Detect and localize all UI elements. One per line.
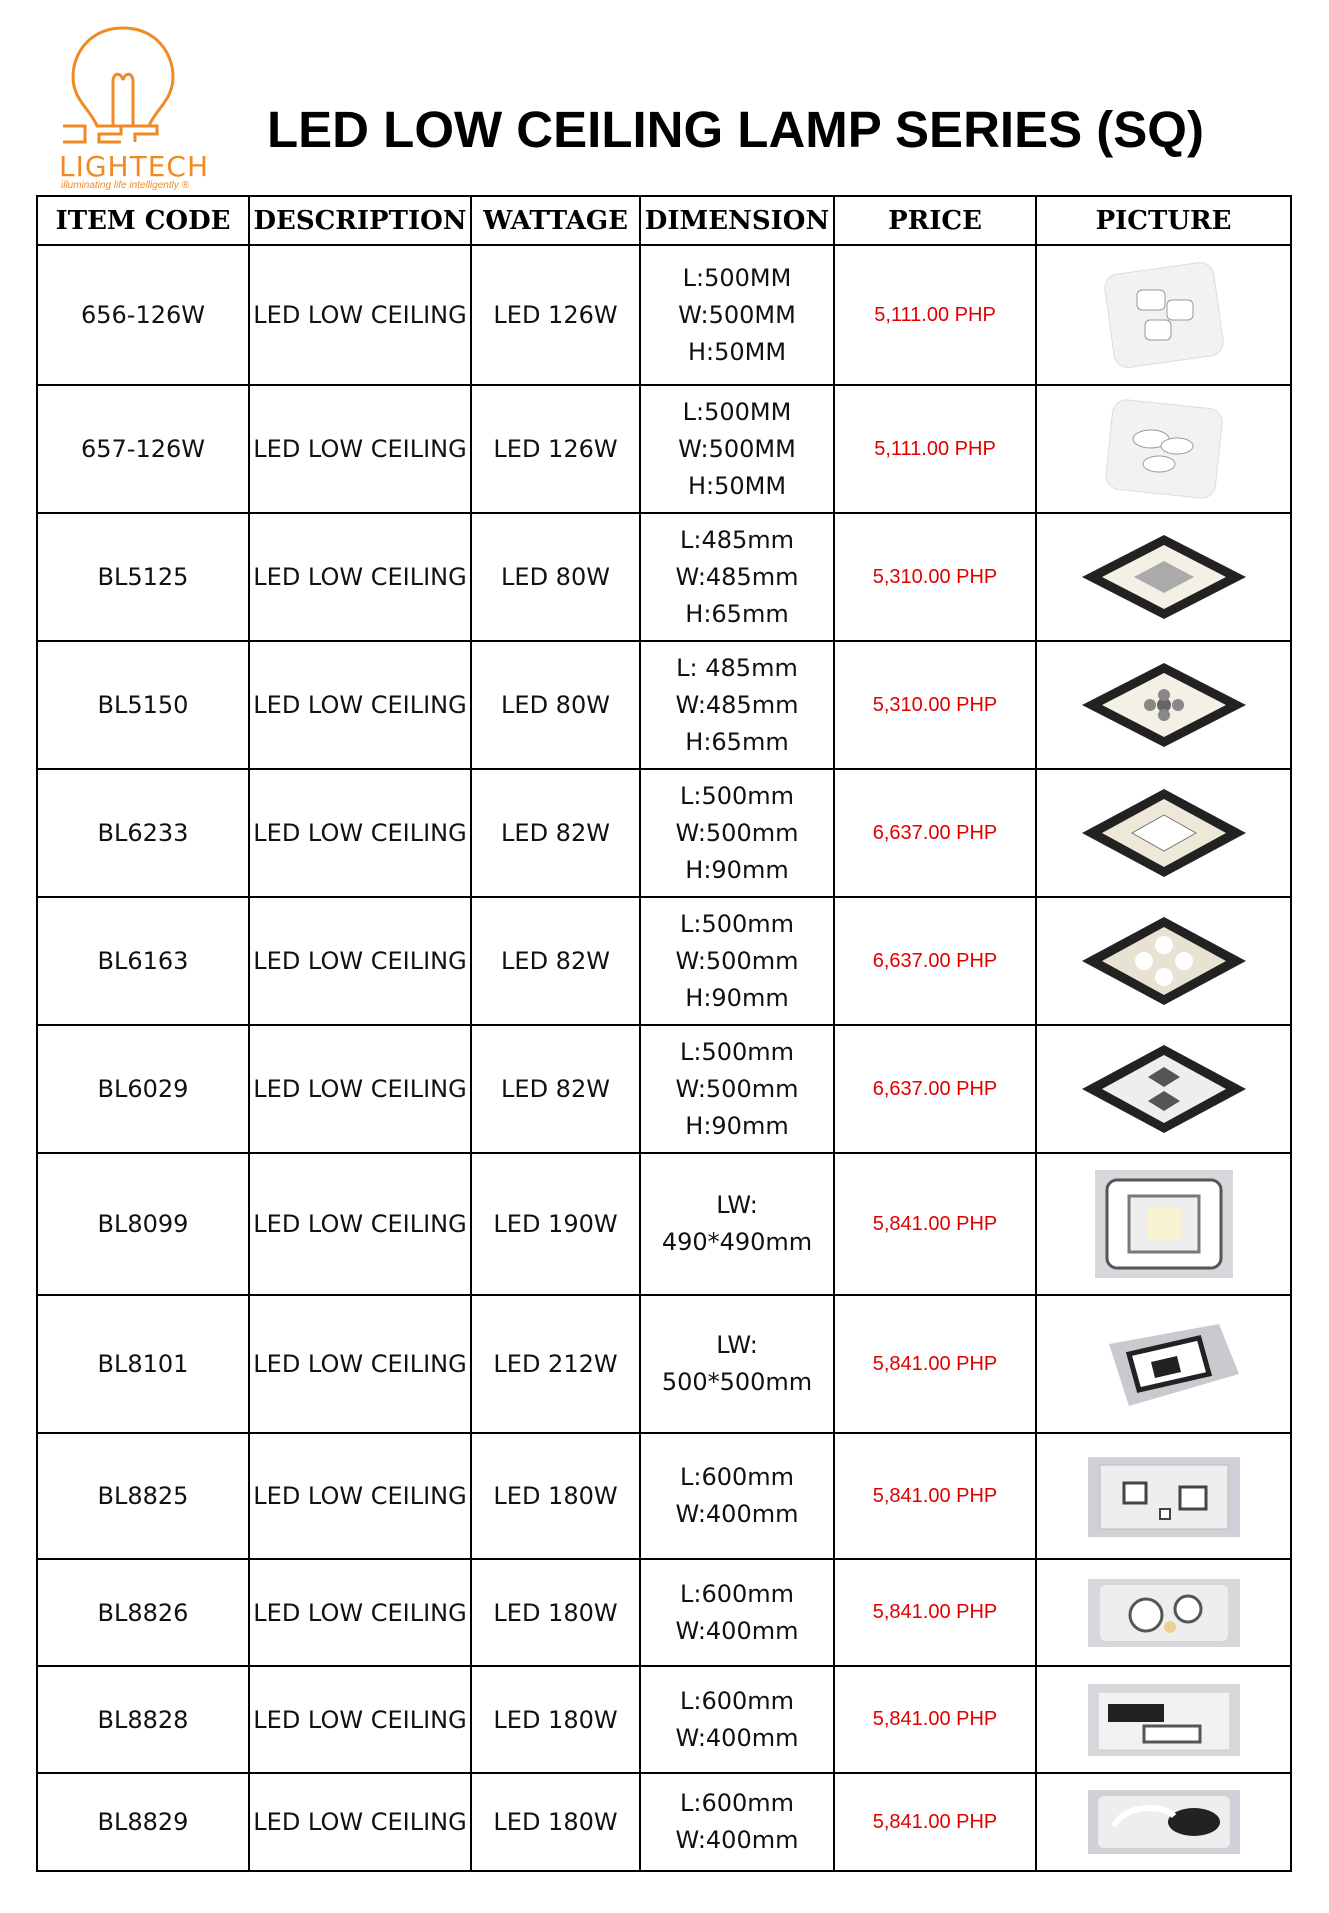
item-code-cell: BL5150 — [37, 641, 249, 769]
table-header-row — [37, 196, 1291, 245]
item-code-cell: BL8828 — [37, 1666, 249, 1773]
picture-cell — [1036, 1025, 1291, 1153]
price-cell: 5,841.00 PHP — [834, 1153, 1036, 1295]
dimension-line: H:65mm — [685, 727, 789, 756]
wattage-cell: LED 126W — [471, 385, 640, 513]
wattage-cell: LED 180W — [471, 1433, 640, 1559]
description-cell: LED LOW CEILING — [249, 641, 471, 769]
wattage-cell: LED 190W — [471, 1153, 640, 1295]
table-row — [37, 897, 1291, 1025]
dimension-line: L:500mm — [679, 781, 795, 810]
dimension-cell — [640, 1153, 834, 1295]
dimension-line: L:600mm — [679, 1579, 795, 1608]
table-body — [37, 245, 1291, 1871]
price-cell: 5,310.00 PHP — [834, 513, 1036, 641]
picture-cell — [1036, 1295, 1291, 1433]
description-cell: LED LOW CEILING — [249, 513, 471, 641]
column-header: ITEM CODE — [37, 196, 249, 245]
picture-cell — [1036, 1433, 1291, 1559]
dimension-line: L:500mm — [679, 1037, 795, 1066]
brand-name: LIGHTECH — [59, 150, 210, 183]
table-row — [37, 1773, 1291, 1871]
dimension-line: L:500mm — [679, 909, 795, 938]
item-code-cell: 657-126W — [37, 385, 249, 513]
dimension-line: H:50MM — [687, 471, 787, 500]
product-table — [36, 195, 1292, 1872]
product-picture — [1037, 1575, 1290, 1651]
dimension-line: L:485mm — [679, 525, 795, 554]
dimension-cell — [640, 1433, 834, 1559]
column-header: WATTAGE — [471, 196, 640, 245]
picture-cell — [1036, 897, 1291, 1025]
product-picture — [1037, 260, 1290, 370]
dimension-line: L:500MM — [682, 397, 792, 426]
description-cell: LED LOW CEILING — [249, 1773, 471, 1871]
picture-cell — [1036, 385, 1291, 513]
wattage-cell: LED 180W — [471, 1666, 640, 1773]
item-code-cell: BL6163 — [37, 897, 249, 1025]
table-row — [37, 769, 1291, 897]
price-cell: 5,841.00 PHP — [834, 1559, 1036, 1666]
item-code-cell: BL8825 — [37, 1433, 249, 1559]
dimension-line: W:485mm — [675, 690, 799, 719]
dimension-line: W:500mm — [675, 818, 799, 847]
price-cell: 6,637.00 PHP — [834, 1025, 1036, 1153]
dimension-cell — [640, 769, 834, 897]
item-code-cell: BL5125 — [37, 513, 249, 641]
product-picture — [1037, 394, 1290, 504]
description-cell: LED LOW CEILING — [249, 769, 471, 897]
page-title: LED LOW CEILING LAMP SERIES (SQ) — [267, 101, 1204, 158]
price-cell: 5,111.00 PHP — [834, 385, 1036, 513]
dimension-line: W:400mm — [675, 1616, 799, 1645]
wattage-cell: LED 80W — [471, 513, 640, 641]
item-code-cell: BL6029 — [37, 1025, 249, 1153]
price-cell: 5,310.00 PHP — [834, 641, 1036, 769]
picture-cell — [1036, 641, 1291, 769]
dimension-line: W:500MM — [678, 434, 796, 463]
picture-cell — [1036, 1773, 1291, 1871]
table-row — [37, 1153, 1291, 1295]
description-cell: LED LOW CEILING — [249, 1025, 471, 1153]
table-row — [37, 245, 1291, 385]
dimension-cell — [640, 385, 834, 513]
item-code-cell: BL8829 — [37, 1773, 249, 1871]
lightbulb-icon — [63, 22, 183, 152]
dimension-cell — [640, 1295, 834, 1433]
product-picture — [1037, 911, 1290, 1011]
dimension-cell — [640, 1025, 834, 1153]
dimension-line: L:600mm — [679, 1789, 795, 1817]
picture-cell — [1036, 1153, 1291, 1295]
dimension-line: W:500MM — [678, 300, 796, 329]
dimension-line: H:65mm — [685, 599, 789, 628]
item-code-cell: BL6233 — [37, 769, 249, 897]
dimension-line: LW: — [716, 1331, 758, 1359]
description-cell: LED LOW CEILING — [249, 897, 471, 1025]
picture-cell — [1036, 1666, 1291, 1773]
description-cell: LED LOW CEILING — [249, 245, 471, 385]
description-cell: LED LOW CEILING — [249, 1559, 471, 1666]
wattage-cell: LED 80W — [471, 641, 640, 769]
product-picture — [1037, 1314, 1290, 1414]
picture-cell — [1036, 513, 1291, 641]
price-cell: 5,841.00 PHP — [834, 1773, 1036, 1871]
dimension-cell — [640, 1666, 834, 1773]
picture-cell — [1036, 769, 1291, 897]
dimension-line: W:400mm — [675, 1826, 799, 1854]
product-picture — [1037, 1039, 1290, 1139]
wattage-cell: LED 180W — [471, 1773, 640, 1871]
table-row — [37, 385, 1291, 513]
product-picture — [1037, 783, 1290, 883]
dimension-cell — [640, 1559, 834, 1666]
price-cell: 6,637.00 PHP — [834, 769, 1036, 897]
price-cell: 5,841.00 PHP — [834, 1666, 1036, 1773]
dimension-line: W:500mm — [675, 1074, 799, 1103]
column-header: PICTURE — [1036, 196, 1291, 245]
dimension-cell — [640, 641, 834, 769]
table-row — [37, 513, 1291, 641]
dimension-line: H:90mm — [685, 1111, 789, 1140]
dimension-line: LW: — [716, 1191, 758, 1219]
wattage-cell: LED 180W — [471, 1559, 640, 1666]
table-row — [37, 641, 1291, 769]
item-code-cell: BL8101 — [37, 1295, 249, 1433]
description-cell: LED LOW CEILING — [249, 1666, 471, 1773]
table-row — [37, 1295, 1291, 1433]
picture-cell — [1036, 245, 1291, 385]
product-picture — [1037, 1166, 1290, 1282]
product-picture — [1037, 527, 1290, 627]
dimension-line: H:90mm — [685, 855, 789, 884]
wattage-cell: LED 82W — [471, 897, 640, 1025]
wattage-cell: LED 82W — [471, 769, 640, 897]
dimension-cell — [640, 1773, 834, 1871]
wattage-cell: LED 212W — [471, 1295, 640, 1433]
dimension-line: H:90mm — [685, 983, 789, 1012]
description-cell: LED LOW CEILING — [249, 1295, 471, 1433]
dimension-line: H:50MM — [687, 337, 787, 366]
description-cell: LED LOW CEILING — [249, 1433, 471, 1559]
description-cell: LED LOW CEILING — [249, 385, 471, 513]
price-cell: 5,841.00 PHP — [834, 1433, 1036, 1559]
product-picture — [1037, 655, 1290, 755]
column-header: DESCRIPTION — [249, 196, 471, 245]
dimension-line: L:500MM — [682, 263, 792, 292]
dimension-line: L:600mm — [679, 1686, 795, 1715]
dimension-line: L:600mm — [679, 1463, 795, 1491]
dimension-line: 500*500mm — [661, 1368, 813, 1396]
product-picture — [1037, 1451, 1290, 1541]
dimension-line: W:500mm — [675, 946, 799, 975]
item-code-cell: 656-126W — [37, 245, 249, 385]
table-row — [37, 1025, 1291, 1153]
dimension-cell — [640, 897, 834, 1025]
dimension-line: L: 485mm — [676, 653, 798, 682]
column-header: DIMENSION — [640, 196, 834, 245]
description-cell: LED LOW CEILING — [249, 1153, 471, 1295]
dimension-line: W:485mm — [675, 562, 799, 591]
dimension-cell — [640, 513, 834, 641]
price-cell: 5,841.00 PHP — [834, 1295, 1036, 1433]
wattage-cell: LED 82W — [471, 1025, 640, 1153]
item-code-cell: BL8826 — [37, 1559, 249, 1666]
product-picture — [1037, 1680, 1290, 1760]
picture-cell — [1036, 1559, 1291, 1666]
product-picture — [1037, 1786, 1290, 1858]
price-cell: 5,111.00 PHP — [834, 245, 1036, 385]
dimension-line: W:400mm — [675, 1500, 799, 1528]
table-row — [37, 1666, 1291, 1773]
dimension-line: 490*490mm — [661, 1228, 813, 1256]
price-cell: 6,637.00 PHP — [834, 897, 1036, 1025]
dimension-cell — [640, 245, 834, 385]
dimension-line: W:400mm — [675, 1723, 799, 1752]
column-header: PRICE — [834, 196, 1036, 245]
brand-tagline: illuminating life intelligently ® — [61, 180, 189, 191]
wattage-cell: LED 126W — [471, 245, 640, 385]
item-code-cell: BL8099 — [37, 1153, 249, 1295]
brand-logo — [55, 22, 210, 191]
table-row — [37, 1433, 1291, 1559]
table-row — [37, 1559, 1291, 1666]
